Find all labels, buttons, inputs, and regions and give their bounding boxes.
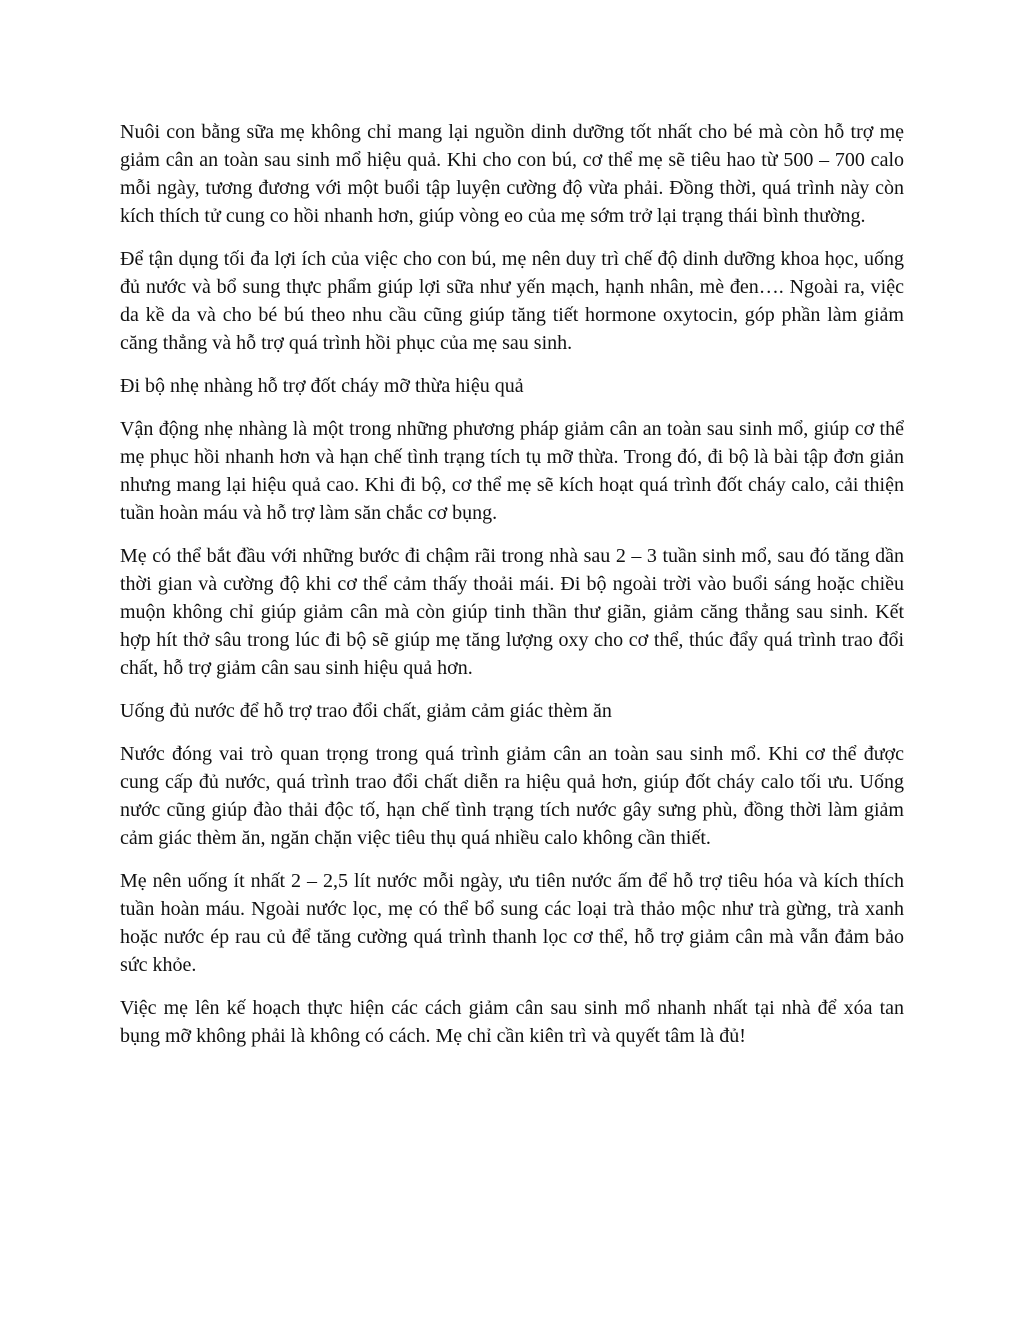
heading-water: Uống đủ nước để hỗ trợ trao đổi chất, giảm cảm giác thèm ăn bbox=[120, 700, 612, 722]
paragraph-conclusion: Việc mẹ lên kế hoạch thực hiện các cách giảm cân sau sinh mổ nhanh nhất tại nhà để xóa tan bụng mỡ không phải là không có cách. Mẹ chỉ cần kiên trì và quyết tâm là đủ! bbox=[120, 997, 904, 1047]
paragraph-walking-tips: Mẹ có thể bắt đầu với những bước đi chậm rãi trong nhà sau 2 – 3 tuần sinh mổ, sau đó tăng dần thời gian và cường độ khi cơ thể cảm thấy thoải mái. Đi bộ ngoài trời vào buổi sáng hoặc chiều muộn không chỉ giúp giảm cân mà còn giúp tinh thần thư giãn, giảm căng thẳng sau sinh. Kết hợp hít thở sâu trong lúc đi bộ sẽ giúp mẹ tăng lượng oxy cho cơ thể, thúc đẩy quá trình trao đổi chất, hỗ trợ giảm cân sau sinh hiệu quả hơn. bbox=[120, 545, 904, 679]
paragraph-water-tips: Mẹ nên uống ít nhất 2 – 2,5 lít nước mỗi ngày, ưu tiên nước ấm để hỗ trợ tiêu hóa và kích thích tuần hoàn máu. Ngoài nước lọc, mẹ có thể bổ sung các loại trà thảo mộc như trà gừng, trà xanh hoặc nước ép rau củ để tăng cường quá trình thanh lọc cơ thể, hỗ trợ giảm cân mà vẫn đảm bảo sức khỏe. bbox=[120, 870, 904, 976]
document-page bbox=[120, 118, 904, 1065]
paragraph-water-intro: Nước đóng vai trò quan trọng trong quá trình giảm cân an toàn sau sinh mổ. Khi cơ thể được cung cấp đủ nước, quá trình trao đổi chất diễn ra hiệu quả hơn, giúp đốt cháy calo tối ưu. Uống nước cũng giúp đào thải độc tố, hạn chế tình trạng tích nước gây sưng phù, đồng thời làm giảm cảm giác thèm ăn, ngăn chặn việc tiêu thụ quá nhiều calo không cần thiết. bbox=[120, 743, 904, 849]
heading-walking: Đi bộ nhẹ nhàng hỗ trợ đốt cháy mỡ thừa hiệu quả bbox=[120, 375, 524, 397]
paragraph-breastfeeding: Nuôi con bằng sữa mẹ không chỉ mang lại nguồn dinh dưỡng tốt nhất cho bé mà còn hỗ trợ mẹ giảm cân an toàn sau sinh mổ hiệu quả. Khi cho con bú, cơ thể mẹ sẽ tiêu hao từ 500 – 700 calo mỗi ngày, tương đương với một buổi tập luyện cường độ vừa phải. Đồng thời, quá trình này còn kích thích tử cung co hồi nhanh hơn, giúp vòng eo của mẹ sớm trở lại trạng thái bình thường. bbox=[120, 121, 904, 227]
paragraph-breastfeeding-tips: Để tận dụng tối đa lợi ích của việc cho con bú, mẹ nên duy trì chế độ dinh dưỡng khoa học, uống đủ nước và bổ sung thực phẩm giúp lợi sữa như yến mạch, hạnh nhân, mè đen…. Ngoài ra, việc da kề da và cho bé bú theo nhu cầu cũng giúp tăng tiết hormone oxytocin, góp phần làm giảm căng thẳng và hỗ trợ quá trình hồi phục của mẹ sau sinh. bbox=[120, 248, 904, 354]
paragraph-walking-intro: Vận động nhẹ nhàng là một trong những phương pháp giảm cân an toàn sau sinh mổ, giúp cơ thể mẹ phục hồi nhanh hơn và hạn chế tình trạng tích tụ mỡ thừa. Trong đó, đi bộ là bài tập đơn giản nhưng mang lại hiệu quả cao. Khi đi bộ, cơ thể mẹ sẽ kích hoạt quá trình đốt cháy calo, cải thiện tuần hoàn máu và hỗ trợ làm săn chắc cơ bụng. bbox=[120, 418, 904, 524]
